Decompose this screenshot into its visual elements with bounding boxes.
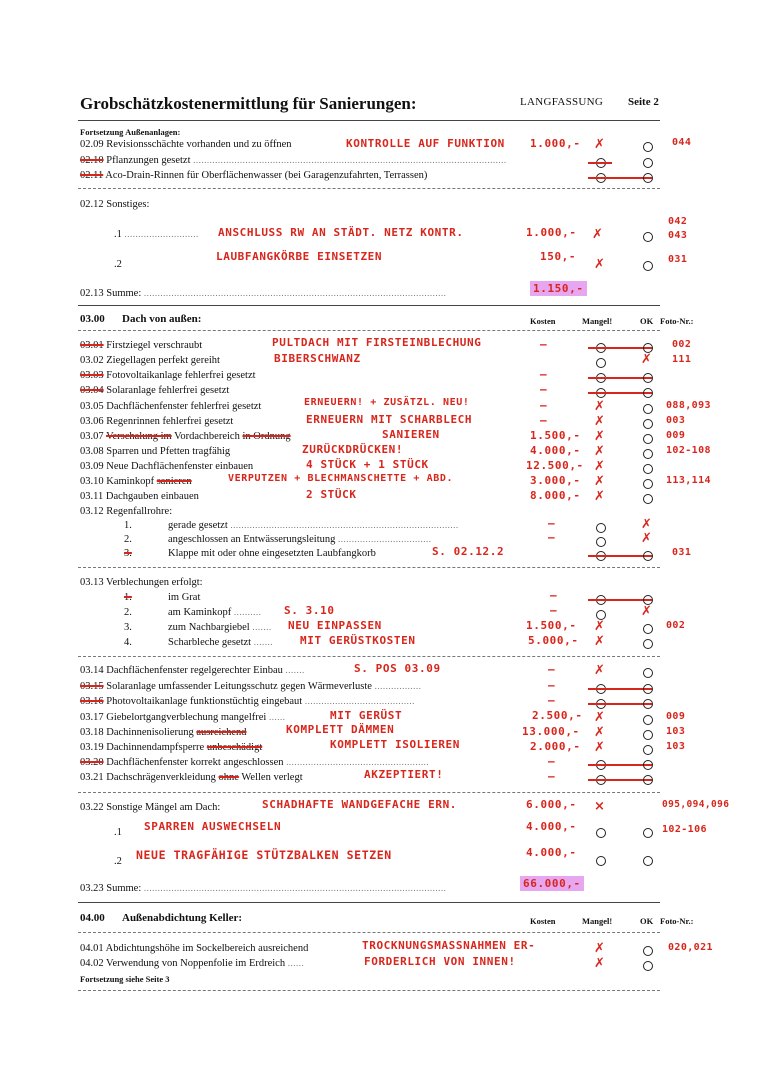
sub-index: 2.	[124, 607, 132, 618]
ok-circle-icon[interactable]	[643, 828, 653, 838]
ok-circle-icon[interactable]	[643, 699, 653, 709]
row-label: 03.16 Photovoltaikanlage funktionstüchtig eingebaut ........................................	[80, 696, 415, 707]
ok-circle-icon[interactable]	[643, 232, 653, 242]
mangel-circle-icon[interactable]	[596, 358, 606, 368]
handwritten-note: NEUE TRAGFÄHIGE STÜTZBALKEN SETZEN	[136, 848, 392, 862]
ok-circle-icon[interactable]	[643, 449, 653, 459]
row-label: 03.11 Dachgauben einbauen	[80, 491, 199, 502]
section-heading: Fortsetzung Außenanlagen:	[80, 127, 181, 137]
sum-value: 66.000,-	[520, 876, 584, 891]
ok-circle-icon[interactable]	[643, 639, 653, 649]
mangel-check-icon[interactable]: ×	[594, 799, 605, 814]
ok-circle-icon[interactable]	[643, 158, 653, 168]
foto-number: 102-106	[662, 824, 707, 835]
row-label: 02.10 Pflanzungen gesetzt ..................................................................................................................	[80, 155, 507, 166]
cost-value: –	[548, 531, 556, 544]
sub-label: Scharbleche gesetzt .......	[168, 637, 273, 648]
mangel-check-icon[interactable]: ✗	[594, 444, 605, 459]
footer-note: Fortsetzung siehe Seite 3	[80, 974, 170, 984]
foto-number: 031	[672, 547, 692, 558]
cost-value: –	[540, 383, 548, 396]
cost-value: –	[548, 694, 556, 707]
mangel-check-icon[interactable]: ✗	[594, 137, 605, 152]
foto-number: 009	[666, 711, 686, 722]
foto-number: 002	[666, 620, 686, 631]
handwritten-note: BIBERSCHWANZ	[274, 352, 361, 365]
divider	[78, 990, 660, 991]
ok-circle-icon[interactable]	[643, 760, 653, 770]
mangel-check-icon[interactable]: ✗	[594, 956, 605, 971]
row-label: 03.18 Dachinnenisolierung ausreichend	[80, 727, 247, 738]
handwritten-note: VERPUTZEN + BLECHMANSCHETTE + ABD.	[228, 473, 454, 484]
ok-circle-icon[interactable]	[643, 684, 653, 694]
row-label: 04.01 Abdichtungshöhe im Sockelbereich ausreichend	[80, 943, 309, 954]
divider	[78, 188, 660, 189]
row-label: 03.15 Solaranlage umfassender Leitungsschutz gegen Wärmeverluste .................	[80, 681, 422, 692]
row-label: 03.01 Firstziegel verschraubt	[80, 340, 203, 351]
cost-value: 1.000,-	[530, 137, 581, 150]
section-number: 03.00	[80, 313, 105, 325]
handwritten-note: 2 STÜCK	[306, 488, 357, 501]
handwritten-note: 4 STÜCK + 1 STÜCK	[306, 458, 429, 471]
row-label: 03.07 Verschalung im Vordachbereich in Ordnung	[80, 431, 291, 442]
cost-value: 2.500,-	[532, 709, 583, 722]
cost-value: –	[540, 399, 548, 412]
cost-value: 8.000,-	[530, 489, 581, 502]
handwritten-note: SPARREN AUSWECHSELN	[144, 820, 282, 833]
foto-number: 009	[666, 430, 686, 441]
divider	[78, 656, 660, 657]
ok-check-icon[interactable]: ✗	[641, 531, 652, 546]
divider	[78, 902, 660, 903]
column-header-foto: Foto-Nr.:	[660, 916, 694, 926]
sum-value: 1.150,-	[530, 281, 587, 296]
ok-circle-icon[interactable]	[643, 856, 653, 866]
mangel-check-icon[interactable]: ✗	[594, 399, 605, 414]
handwritten-note: FORDERLICH VON INNEN!	[364, 955, 516, 968]
mangel-check-icon[interactable]: ✗	[594, 740, 605, 755]
handwritten-note: S. 02.12.2	[432, 545, 505, 558]
mangel-check-icon[interactable]: ✗	[594, 941, 605, 956]
column-header-mangel: Mangel!	[582, 916, 613, 926]
cost-value: –	[548, 663, 556, 676]
cost-value: –	[550, 604, 558, 617]
divider	[78, 792, 660, 793]
row-label: 03.17 Giebelortgangverblechung mangelfrei ......	[80, 712, 286, 723]
foto-number: 043	[668, 230, 688, 241]
foto-number: 095,094,096	[662, 799, 730, 810]
cost-value: 150,-	[540, 250, 577, 263]
row-label: 03.22 Sonstige Mängel am Dach:	[80, 802, 221, 813]
foto-number: 002	[672, 339, 692, 350]
mangel-circle-icon[interactable]	[596, 537, 606, 547]
mangel-check-icon[interactable]: ✗	[594, 663, 605, 678]
row-label: 03.04 Solaranlage fehlerfrei gesetzt	[80, 385, 230, 396]
ok-circle-icon[interactable]	[643, 404, 653, 414]
page-number: Seite 2	[628, 96, 659, 108]
ok-circle-icon[interactable]	[643, 551, 653, 561]
row-label: 03.20 Dachflächenfenster korrekt angeschlossen ....................................................	[80, 757, 430, 768]
row-label: 03.21 Dachschrägenverkleidung ohne Wellen verlegt	[80, 772, 303, 783]
column-header-mangel: Mangel!	[582, 316, 613, 326]
sub-label: am Kaminkopf ..........	[168, 607, 262, 618]
ok-circle-icon[interactable]	[643, 434, 653, 444]
row-label: 03.23 Summe: ..............................................................................................................	[80, 883, 447, 894]
divider	[78, 305, 660, 306]
ok-circle-icon[interactable]	[643, 745, 653, 755]
sub-index: 2.	[124, 534, 132, 545]
handwritten-note: SCHADHAFTE WANDGEFACHE ERN.	[262, 798, 458, 811]
sub-label: angeschlossen an Entwässerungsleitung ..................................	[168, 534, 432, 545]
mangel-check-icon[interactable]: ✗	[594, 710, 605, 725]
cost-value: 1.500,-	[526, 619, 577, 632]
row-label: 03.12 Regenfallrohre:	[80, 506, 173, 517]
handwritten-note: ERNEUERN MIT SCHARBLECH	[306, 413, 473, 426]
sub-label: zum Nachbargiebel .......	[168, 622, 272, 633]
cost-value: –	[548, 517, 556, 530]
row-label: 03.02 Ziegellagen perfekt gereiht	[80, 355, 220, 366]
sub-index: .2	[114, 856, 122, 867]
mangel-circle-icon[interactable]	[596, 856, 606, 866]
langfassung-label: LANGFASSUNG	[520, 96, 604, 108]
handwritten-note: AKZEPTIERT!	[364, 768, 444, 781]
row-label: 03.08 Sparren und Pfetten tragfähig	[80, 446, 231, 457]
mangel-check-icon[interactable]: ✗	[594, 429, 605, 444]
sub-index: .2	[114, 259, 122, 270]
sub-label: gerade gesetzt ...................................................................................	[168, 520, 459, 531]
sub-index: .1	[114, 827, 122, 838]
handwritten-note: KONTROLLE AUF FUNKTION	[346, 137, 505, 150]
ok-circle-icon[interactable]	[643, 494, 653, 504]
divider	[78, 932, 660, 933]
ok-check-icon[interactable]: ✗	[641, 604, 652, 619]
sub-index: 3.	[124, 548, 132, 559]
mangel-check-icon[interactable]: ✗	[594, 619, 605, 634]
cost-value: –	[540, 414, 548, 427]
ok-circle-icon[interactable]	[643, 624, 653, 634]
cost-value: 6.000,-	[526, 798, 577, 811]
handwritten-note: ANSCHLUSS RW AN STÄDT. NETZ KONTR.	[218, 226, 464, 239]
ok-circle-icon[interactable]	[643, 961, 653, 971]
column-header-kosten: Kosten	[530, 916, 556, 926]
mangel-check-icon[interactable]: ✗	[594, 634, 605, 649]
foto-number: 103	[666, 741, 686, 752]
cost-value: 2.000,-	[530, 740, 581, 753]
foto-number: 103	[666, 726, 686, 737]
handwritten-note: ERNEUERN! + ZUSÄTZL. NEU!	[304, 397, 470, 408]
mangel-circle-icon[interactable]	[596, 523, 606, 533]
cost-value: 1.000,-	[526, 226, 577, 239]
ok-circle-icon[interactable]	[643, 142, 653, 152]
handwritten-note: KOMPLETT ISOLIEREN	[330, 738, 461, 751]
divider	[78, 567, 660, 568]
divider	[78, 330, 660, 331]
handwritten-note: S. POS 03.09	[354, 662, 441, 675]
sub-index: 1.	[124, 520, 132, 531]
row-label: 03.13 Verblechungen erfolgt:	[80, 577, 203, 588]
sub-index: 3.	[124, 622, 132, 633]
ok-circle-icon[interactable]	[643, 173, 653, 183]
column-header-kosten: Kosten	[530, 316, 556, 326]
foto-number: 003	[666, 415, 686, 426]
cost-value: 3.000,-	[530, 474, 581, 487]
foto-number: 042	[668, 216, 688, 227]
handwritten-note: LAUBFANGKÖRBE EINSETZEN	[216, 250, 383, 263]
sub-index: 1.	[124, 592, 132, 603]
ok-circle-icon[interactable]	[643, 946, 653, 956]
cost-value: 1.500,-	[530, 429, 581, 442]
ok-circle-icon[interactable]	[643, 668, 653, 678]
ok-check-icon[interactable]: ✗	[641, 517, 652, 532]
foto-number: 088,093	[666, 400, 711, 411]
mangel-circle-icon[interactable]	[596, 828, 606, 838]
row-label: 03.05 Dachflächenfenster fehlerfrei gesetzt	[80, 401, 262, 412]
ok-circle-icon[interactable]	[643, 388, 653, 398]
cost-value: –	[540, 338, 548, 351]
handwritten-note: TROCKNUNGSMASSNAHMEN ER-	[362, 939, 536, 952]
cost-value: 4.000,-	[526, 846, 577, 859]
ok-check-icon[interactable]: ✗	[641, 352, 652, 367]
mangel-check-icon[interactable]: ✗	[594, 257, 605, 272]
cost-value: 4.000,-	[530, 444, 581, 457]
section-heading: Dach von außen:	[122, 313, 202, 325]
sub-label: Klappe mit oder ohne eingesetzten Laubfangkorb	[168, 548, 376, 559]
cost-value: 5.000,-	[528, 634, 579, 647]
handwritten-note: S. 3.10	[284, 604, 335, 617]
handwritten-note: SANIEREN	[382, 428, 440, 441]
handwritten-note: KOMPLETT DÄMMEN	[286, 723, 395, 736]
ok-circle-icon[interactable]	[643, 479, 653, 489]
column-header-ok: OK	[640, 916, 654, 926]
page-title: Grobschätzkostenermittlung für Sanierungen:	[80, 94, 417, 113]
cost-value: –	[540, 368, 548, 381]
foto-number: 113,114	[666, 475, 711, 486]
row-label: 02.09 Revisionsschächte vorhanden und zu öffnen	[80, 139, 292, 150]
divider	[78, 120, 660, 121]
handwritten-note: ZURÜCKDRÜCKEN!	[302, 443, 404, 456]
ok-circle-icon[interactable]	[643, 775, 653, 785]
mangel-check-icon[interactable]: ✗	[594, 459, 605, 474]
sub-index: 4.	[124, 637, 132, 648]
row-label: 03.14 Dachflächenfenster regelgerechter Einbau .......	[80, 665, 305, 676]
handwritten-note: MIT GERÜSTKOSTEN	[300, 634, 416, 647]
ok-circle-icon[interactable]	[643, 373, 653, 383]
row-label: 03.03 Fotovoltaikanlage fehlerfrei gesetzt	[80, 370, 256, 381]
cost-value: 13.000,-	[522, 725, 580, 738]
row-label: 03.06 Regenrinnen fehlerfrei gesetzt	[80, 416, 234, 427]
sub-index: .1 ...........................	[114, 229, 199, 240]
handwritten-note: NEU EINPASSEN	[288, 619, 382, 632]
foto-number: 102-108	[666, 445, 711, 456]
strike-mark	[588, 162, 612, 164]
cost-value: –	[548, 755, 556, 768]
foto-number: 111	[672, 354, 692, 365]
cost-value: –	[550, 589, 558, 602]
ok-circle-icon[interactable]	[643, 419, 653, 429]
sub-label: im Grat	[168, 592, 201, 603]
foto-number: 044	[672, 137, 692, 148]
handwritten-note: MIT GERÜST	[330, 709, 403, 722]
foto-number: 020,021	[668, 942, 713, 953]
mangel-check-icon[interactable]: ✗	[592, 227, 603, 242]
mangel-check-icon[interactable]: ✗	[594, 414, 605, 429]
row-label: 02.13 Summe: ..............................................................................................................	[80, 288, 447, 299]
ok-circle-icon[interactable]	[643, 464, 653, 474]
row-label: 04.02 Verwendung von Noppenfolie im Erdreich ......	[80, 958, 305, 969]
row-label: 03.09 Neue Dachflächenfenster einbauen	[80, 461, 254, 472]
section-number: 04.00	[80, 912, 105, 924]
row-label: 03.10 Kaminkopf sanieren	[80, 476, 192, 487]
column-header-ok: OK	[640, 316, 654, 326]
handwritten-note: PULTDACH MIT FIRSTEINBLECHUNG	[272, 336, 482, 349]
ok-circle-icon[interactable]	[643, 261, 653, 271]
row-label: 03.19 Dachinnendampfsperre unbeschädigt	[80, 742, 263, 753]
cost-value: –	[548, 679, 556, 692]
mangel-check-icon[interactable]: ✗	[594, 725, 605, 740]
foto-number: 031	[668, 254, 688, 265]
column-header-foto: Foto-Nr.:	[660, 316, 694, 326]
section-heading: Außenabdichtung Keller:	[122, 912, 243, 924]
ok-circle-icon[interactable]	[643, 730, 653, 740]
cost-value: 12.500,-	[526, 459, 584, 472]
ok-circle-icon[interactable]	[643, 715, 653, 725]
row-label: 02.11 Aco-Drain-Rinnen für Oberflächenwasser (bei Garagenzufahrten, Terrassen)	[80, 170, 428, 181]
cost-value: –	[548, 770, 556, 783]
row-label: 02.12 Sonstiges:	[80, 199, 150, 210]
mangel-check-icon[interactable]: ✗	[594, 474, 605, 489]
cost-value: 4.000,-	[526, 820, 577, 833]
mangel-check-icon[interactable]: ✗	[594, 489, 605, 504]
